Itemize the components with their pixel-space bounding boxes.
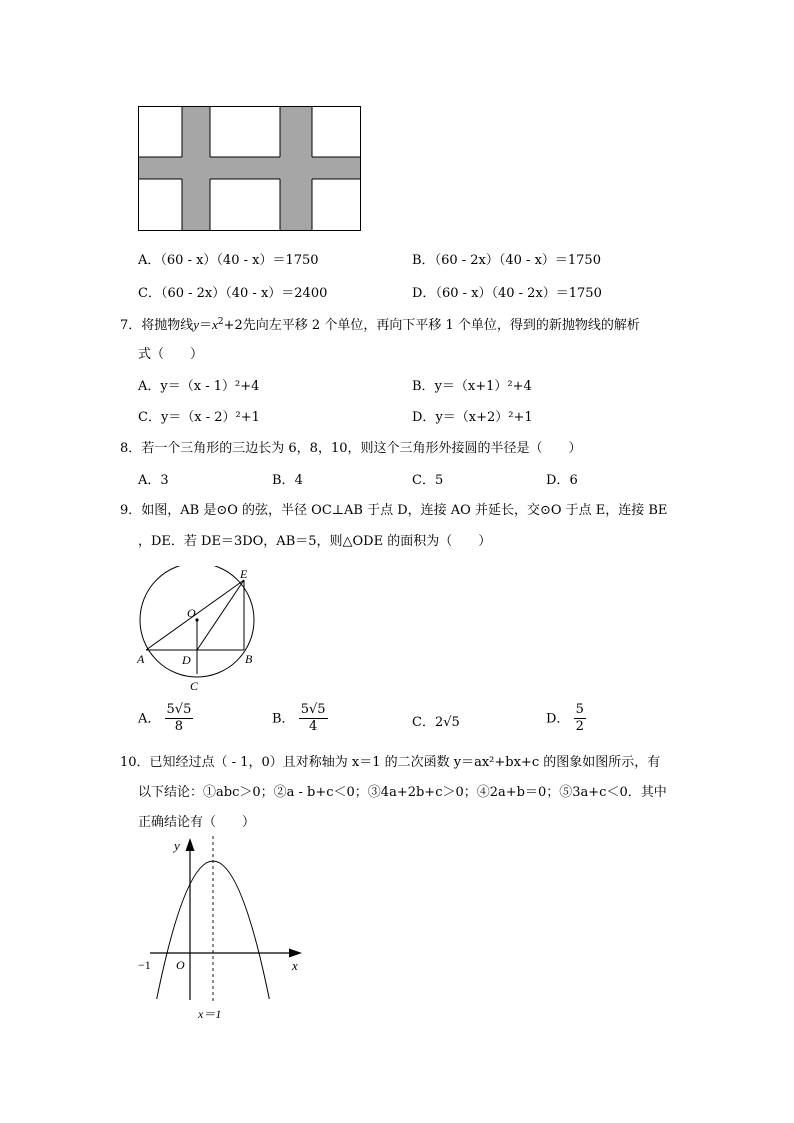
- parabola-curve: [157, 861, 270, 999]
- option-letter: C．: [412, 715, 435, 730]
- stem-text: 如图，AB 是⊙O 的弦，半径 OC⊥AB 于点 D，连接 AO 并延长，交⊙O 于点 E，连接 BE: [141, 503, 668, 518]
- option-text: 2√5: [434, 715, 460, 730]
- vertical-road-right: [280, 107, 312, 230]
- label-origin: O: [176, 958, 185, 972]
- q10-stem-line1: [120, 751, 660, 770]
- numerator: 5√5: [299, 703, 328, 719]
- q6-option-b[interactable]: [412, 249, 601, 268]
- q9-option-a[interactable]: [138, 703, 193, 735]
- label-e: E: [240, 567, 248, 581]
- question-number: 8．: [120, 441, 142, 456]
- q8-option-b[interactable]: [272, 469, 303, 488]
- fraction: [165, 703, 194, 735]
- q7-option-b[interactable]: [412, 375, 532, 394]
- label-o: O: [187, 606, 196, 620]
- x-axis-arrow: [289, 949, 302, 958]
- stem-text: 若一个三角形的三边长为 6，8，10，则这个三角形外接圆的半径是（ ）: [141, 441, 582, 456]
- option-letter: C．: [412, 473, 435, 488]
- q9-stem-line1: [120, 499, 667, 518]
- option-letter: B．: [412, 253, 435, 268]
- option-letter: C．: [138, 410, 161, 425]
- q7-stem: [120, 314, 640, 333]
- option-text: 4: [294, 473, 303, 488]
- center-dot: [195, 618, 198, 621]
- q6-option-d[interactable]: [412, 282, 602, 301]
- option-text: y＝（x - 2）²+1: [160, 410, 260, 425]
- label-a: A: [137, 652, 145, 666]
- option-letter: A．: [138, 379, 161, 394]
- option-text: （60 - 2x）（40 - x）＝2400: [160, 286, 328, 301]
- option-letter: B．: [272, 711, 295, 727]
- stem-formula: $y=x^2+2$: [193, 317, 243, 333]
- option-text: y＝（x - 1）²+4: [160, 379, 260, 394]
- fraction: [299, 703, 328, 735]
- q10-stem-line3: 正确结论有（ ）: [138, 815, 256, 830]
- option-text: （60 - 2x）（40 - x）＝1750: [434, 253, 601, 268]
- numerator: 5√5: [165, 703, 194, 719]
- vertical-road-left: [182, 107, 210, 230]
- label-c: C: [190, 679, 199, 693]
- q7-option-c[interactable]: [138, 406, 260, 425]
- label-y: y: [174, 838, 180, 853]
- option-letter: D．: [412, 286, 436, 301]
- option-text: y＝（x+1）²+4: [434, 379, 532, 394]
- option-letter: D．: [546, 711, 570, 727]
- stem-text-b: 先向左平移 2 个单位，再向下平移 1 个单位，得到的新抛物线的解析: [242, 318, 640, 333]
- q8-option-a[interactable]: [138, 469, 169, 488]
- option-letter: A．: [138, 253, 161, 268]
- q9-option-c[interactable]: [412, 711, 460, 730]
- q8-option-d[interactable]: [546, 469, 578, 488]
- label-axis: x＝1: [198, 1007, 222, 1021]
- q9-option-b[interactable]: [272, 703, 328, 735]
- y-axis-arrow: [186, 838, 195, 851]
- option-letter: D．: [546, 473, 570, 488]
- option-text: 3: [160, 473, 169, 488]
- label-d: D: [182, 653, 191, 667]
- option-letter: B．: [412, 379, 435, 394]
- question-number: 10．: [120, 755, 150, 770]
- label-minus-one: −1: [138, 958, 151, 972]
- q6-road-figure: [136, 104, 364, 234]
- label-x: x: [292, 958, 298, 973]
- option-letter: D．: [412, 410, 436, 425]
- stem-text-a: 将抛物线: [141, 318, 194, 333]
- option-text: （60 - x）（40 - x）＝1750: [160, 253, 319, 268]
- q7-option-d[interactable]: [412, 406, 533, 425]
- q6-option-c[interactable]: [138, 282, 327, 301]
- option-text: （60 - x）（40 - 2x）＝1750: [435, 286, 602, 301]
- segment-de: [197, 580, 244, 650]
- q8-stem: [120, 437, 582, 456]
- q9-option-d[interactable]: [546, 703, 586, 735]
- option-letter: A．: [138, 711, 161, 727]
- q10-parabola-figure: [134, 834, 314, 1024]
- option-letter: A．: [138, 473, 161, 488]
- question-number: 7．: [120, 318, 142, 333]
- q9-circle-figure: [132, 566, 262, 696]
- denominator: 2: [575, 719, 584, 735]
- option-text: y＝（x+2）²+1: [435, 410, 533, 425]
- q9-stem-line2: ，DE．若 DE＝3DO，AB＝5，则△ODE 的面积为（ ）: [138, 534, 492, 549]
- fraction: [574, 703, 586, 735]
- denominator: 8: [174, 719, 184, 735]
- horizontal-road: [139, 157, 360, 179]
- numerator: 5: [574, 703, 586, 719]
- q8-option-c[interactable]: [412, 469, 443, 488]
- label-b: B: [245, 652, 253, 666]
- q6-option-a[interactable]: [138, 249, 319, 268]
- stem-text: 已知经过点（ - 1，0）且对称轴为 x＝1 的二次函数 y＝ax²+bx+c 的图象如图所示，有: [149, 755, 661, 770]
- option-text: 5: [434, 473, 444, 488]
- q7-stem-line2: 式（ ）: [138, 347, 204, 362]
- option-letter: B．: [272, 473, 295, 488]
- q7-option-a[interactable]: [138, 375, 259, 394]
- option-letter: C．: [138, 286, 161, 301]
- question-number: 9．: [120, 503, 142, 518]
- option-text: 6: [569, 473, 578, 488]
- denominator: 4: [308, 719, 318, 735]
- q10-stem-line2: 以下结论：①abc＞0；②a - b+c＜0；③4a+2b+c＞0；④2a+b＝0；⑤3a+c＜0．其中: [138, 785, 667, 800]
